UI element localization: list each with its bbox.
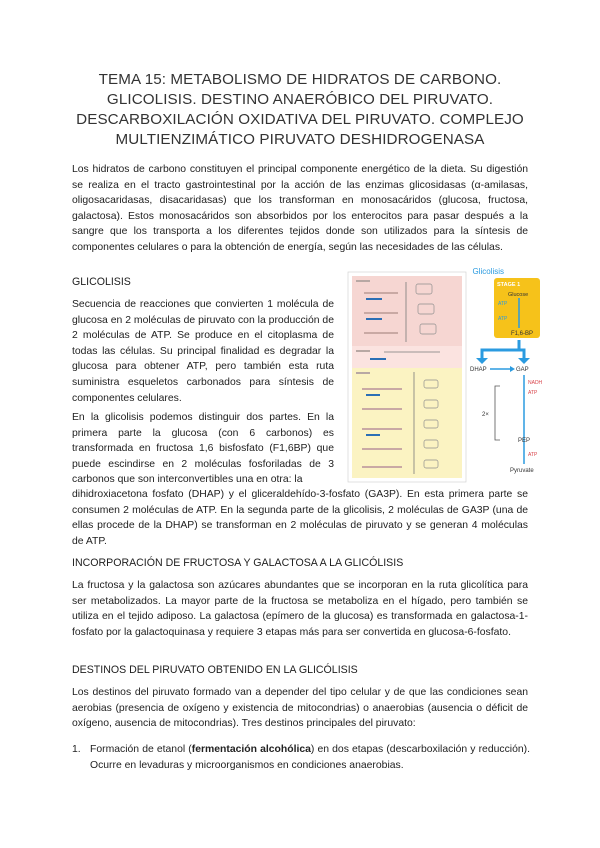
gap-label: GAP [516,367,529,373]
list-item [72,742,530,773]
title-line: GLICOLISIS. DESTINO ANAERÓBICO DEL PIRUVATO. [106,91,494,108]
atp-label-1: ATP [498,301,508,307]
figure-title: Glicolisis [472,268,504,276]
fructosa-paragraph: La fructosa y la galactosa son azúcares abundantes que se incorporan en la ruta glicolítica para ser metabolizados. La mayor parte de la fructosa se metaboliza en el hígado, pero también se utiliza en el tejido adiposo. La galactosa (epímero de la glucosa) es transformada en galactosa-1-fosfato por la galactoquinasa y requiere 3 etapas más para ser convertida en glucosa-6-fosfato. [72,580,528,638]
atp-label-2: ATP [528,390,538,396]
title-line: TEMA 15: METABOLISMO DE HIDRATOS DE CARBONO. [98,71,502,88]
pep-label: PEP [518,438,531,444]
stage-label: STAGE 1 [497,282,521,288]
pyruvate-label: Pyruvate [510,468,534,474]
stage-3-panel [352,368,462,478]
page-title [60,70,540,150]
title-line: MULTIENZIMÁTICO PIRUVATO DESHIDROGENASA [115,131,485,148]
stage-2-panel [352,346,462,368]
glycolysis-diagram [344,268,544,490]
fructosa-heading: INCORPORACIÓN DE FRUCTOSA Y GALACTOSA A LA GLICÓLISIS [72,557,404,569]
destinos-heading: DESTINOS DEL PIRUVATO OBTENIDO EN LA GLICÓLISIS [72,664,358,676]
title-line: DESCARBOXILACIÓN OXIDATIVA DEL PIRUVATO. COMPLEJO [76,111,524,128]
glycolysis-figure [344,268,544,490]
glicolisis-paragraph-2b: dihidroxiacetona fosfato (DHAP) y el gliceraldehído-3-fosfato (GA3P). En esta primera parte se consumen 2 moléculas de ATP. En la segunda parte de la glicolisis, 2 moléculas de GA3P (una de ellas procede de la DHAP) se transforman en 2 moléculas de piruvato y se generan 4 moléculas de ATP. [72,489,528,547]
twox-label: 2× [482,412,489,418]
atp-label-3: ATP [528,452,538,458]
glicolisis-paragraph-1: Secuencia de reacciones que convierten 1 molécula de glucosa en 2 moléculas de piruvato con la producción de 2 moléculas de ATP. Se produce en el citoplasma de todas las células. Su principal finalidad es degradar la glucosa para obtener ATP, pero también esta ruta suministra esqueletos carbonados para síntesis de componentes celulares. [72,299,334,404]
glicolisis-paragraph-2a: En la glicolisis podemos distinguir dos partes. En la primera parte la glucosa (con 6 carbonos) es transformada en fructosa 1,6 bisfosfato (F1,6BP) que puede escindirse en 2 moléculas fosforiladas de 3 carbonos que son interconvertibles una en otra: la [72,412,334,486]
glicolisis-heading: GLICOLISIS [72,276,131,288]
stage-1-panel [352,276,462,346]
f16bp-label: F1,6-BP [511,331,534,337]
list-text-pre: Formación de etanol ( [90,744,192,755]
list-number: 1. [72,744,81,755]
dhap-label: DHAP [470,367,487,373]
glucose-label: Glucose [508,292,529,298]
list-text-post: ) en dos etapas (descarboxilación y reducción). Ocurre en levaduras y microorganismos en condiciones anaerobias. [90,744,530,771]
atp-label-1b: ATP [498,316,508,322]
destinos-paragraph: Los destinos del piruvato formado van a depender del tipo celular y de que las condiciones sean aerobias (presencia de oxígeno y existencia de mitocondrias) o anaerobias (ausencia o déficit de oxígeno, ausencia de mitocondrias). Tres destinos principales del piruvato: [72,687,528,730]
nadh-label: NADH [528,380,543,386]
intro-paragraph: Los hidratos de carbono constituyen el principal componente energético de la dieta. Su digestión se realiza en el tracto gastrointestinal por la acción de las enzimas glicosidasas (α-amilasas, oligosacaridasas, disacaridasas) que los transforman en monosacáridos (glucosa, fructosa, galactosa). Estos monosacáridos son absorbidos por los enterocitos para pasar después a la sangre que los transporta a los diferentes tejidos donde son utilizados para la síntesis de componentes celulares o para la obtención de energía, según las necesidades de las células. [72,164,528,253]
list-text-bold: fermentación alcohólica [191,744,311,755]
